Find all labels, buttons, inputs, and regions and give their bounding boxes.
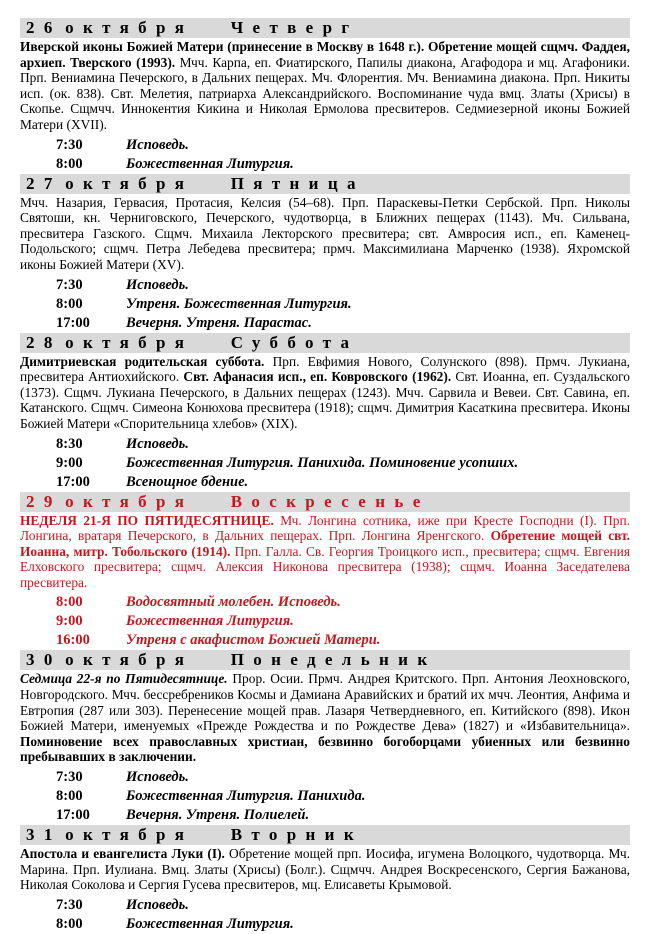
day-number: 31 bbox=[26, 825, 62, 845]
commemoration-text: Прп. Галла. Св. Георгия Троицкого исп., пресвитера; сщмч. Евгения Елховского пресвитера; сщмч. Алексия Никонова пресвитера (1938); сщмч. Иоанна Заседателева пресвитера. bbox=[20, 543, 630, 590]
day-header bbox=[20, 825, 630, 845]
day-weekday: Воскресенье bbox=[230, 491, 430, 511]
service-name: Вечерня. Утреня. Парастас. bbox=[126, 314, 312, 331]
service-row bbox=[20, 454, 630, 473]
commemoration-text: Свт. Иоанна, еп. Суздальского (1373). Сщмч. Лукиана Печерского, в Дальних пещерах (1243). Мчч. Сарвила и Вевеи. Свт. Савина, еп. Катанского. Сщмч. Симеона Конюхова пресвитера (1918); сщмч. Димитрия Касаткина пресвитера. Иконы Божией Матери «Спорительница хлебов» (XIX). bbox=[20, 369, 630, 431]
commemoration-text: Прор. Осии. Прмч. Андрея Критского. Прп. Антония Леохновского, Новгородского. Мчч. бессребреников Космы и Дамиана Аравийских и братий их мчч. Леонтия, Анфима и Евтропия (287 или 303). Перенесение мощей прав. Лазаря Четвердневного, еп. Китийского (898). Икон Божией Матери, именуемых «Прежде Рождества и по Рождестве Дева» (1827) и «Избавительница». bbox=[20, 671, 630, 734]
commemoration-highlight: Димитриевская родительская суббота. bbox=[20, 353, 265, 369]
service-time: 8:00 bbox=[56, 155, 83, 172]
day-number: 28 bbox=[26, 332, 62, 352]
day-month: октября bbox=[65, 332, 194, 352]
service-row bbox=[20, 631, 630, 650]
service-name: Исповедь. bbox=[126, 435, 189, 452]
day-header bbox=[20, 18, 630, 38]
service-time: 7:30 bbox=[56, 276, 83, 293]
service-time: 9:00 bbox=[56, 454, 83, 471]
day-block bbox=[20, 492, 630, 651]
commemoration-text: Прп. Евфимия Нового, Солунского (898). Прмч. Лукиана, пресвитера Антиохийского. bbox=[20, 353, 631, 385]
commemoration-highlight: Свт. Афанасия исп., еп. Ковровского (1962). bbox=[183, 369, 452, 385]
day-description bbox=[20, 671, 630, 768]
service-name: Утреня с акафистом Божией Матери. bbox=[126, 632, 381, 649]
service-row bbox=[20, 915, 630, 934]
commemoration-highlight: Обретение мощей свт. Иоанна, митр. Тобольского (1914). bbox=[20, 528, 630, 559]
service-time: 8:00 bbox=[56, 915, 83, 932]
day-month: октября bbox=[65, 491, 194, 511]
commemoration-highlight: Апостола и евангелиста Луки (I). bbox=[20, 846, 225, 862]
commemoration-text: Обретение мощей прп. Иосифа, игумена Волоцкого, чудотворца. Мч. Марина. Прп. Иулиана. Вмц. Златы (Хрисы) (Болг.). Сщмчч. Андрея Воскресенского, Сергия Бажанова, Николая Соколова и Сергия Гусева пресвитеров, мц. Елисаветы Крымовой. bbox=[20, 846, 630, 893]
service-name: Всенощное бдение. bbox=[126, 473, 249, 490]
day-header bbox=[20, 174, 630, 194]
service-time: 17:00 bbox=[56, 807, 90, 824]
service-row bbox=[20, 896, 630, 915]
day-number: 27 bbox=[26, 173, 62, 193]
day-header bbox=[20, 492, 630, 512]
day-header bbox=[20, 650, 630, 670]
day-description bbox=[20, 39, 630, 136]
commemoration-highlight: НЕДЕЛЯ 21-Я ПО ПЯТИДЕСЯТНИЦЕ. bbox=[20, 512, 274, 528]
service-name: Исповедь. bbox=[126, 769, 189, 786]
day-weekday: Четверг bbox=[230, 18, 359, 37]
day-description bbox=[20, 354, 630, 435]
service-row bbox=[20, 768, 630, 787]
day-block bbox=[20, 650, 630, 825]
day-number: 26 bbox=[26, 18, 62, 37]
day-number: 30 bbox=[26, 650, 62, 670]
commemoration-highlight: Поминовение всех православных христиан, безвинно богоборцами убиенных или безвинно пребывавших в заключении. bbox=[20, 733, 630, 765]
day-block bbox=[20, 174, 630, 333]
service-time: 7:30 bbox=[56, 769, 83, 786]
commemoration-text: Мч. Лонгина сотника, иже при Кресте Господни (I). Прп. Лонгина, вратаря Печерского, в Дальних пещерах. Прп. Лонгина Яренгского. bbox=[20, 512, 631, 544]
commemoration-text: Мчч. Карпа, еп. Фиатирского, Папилы диакона, Агафодора и мц. Агафоники. Прп. Вениамина Печерского, в Дальних пещерах. Мч. Флорентия. Мч. Вениамина диакона. Прп. Никиты исп. (ок. 838). Свт. Мелетия, патриарха Александрийского. Воспоминание чуда вмц. Златы (Хрисы) в Скопье. Сщмчч. Иннокентия Кикина и Николая Ермолова пресвитеров. Седмиезерной иконы Божией Матери (XVII). bbox=[20, 54, 630, 132]
service-name: Божественная Литургия. bbox=[126, 155, 294, 172]
service-time: 7:30 bbox=[56, 136, 83, 153]
service-time: 8:00 bbox=[56, 788, 83, 805]
day-month: октября bbox=[65, 173, 194, 193]
day-weekday: Пятница bbox=[230, 173, 365, 193]
service-name: Исповедь. bbox=[126, 896, 189, 913]
service-row bbox=[20, 593, 630, 612]
service-row bbox=[20, 136, 630, 155]
day-description bbox=[20, 513, 630, 594]
day-description bbox=[20, 846, 630, 896]
service-time: 8:30 bbox=[56, 435, 83, 452]
service-time: 17:00 bbox=[56, 473, 90, 490]
service-row bbox=[20, 155, 630, 174]
service-time: 9:00 bbox=[56, 613, 83, 630]
day-weekday: Понедельник bbox=[230, 650, 437, 670]
day-block bbox=[20, 18, 630, 174]
service-name: Исповедь. bbox=[126, 276, 189, 293]
commemoration-highlight: Иверской иконы Божией Матери (принесение в Москву в 1648 г.). Обретение мощей сщмч. Фаддея, архиеп. Тверского (1993). bbox=[20, 39, 630, 70]
service-name: Божественная Литургия. Панихида. bbox=[126, 788, 366, 805]
day-block bbox=[20, 333, 630, 492]
service-row bbox=[20, 612, 630, 631]
day-block bbox=[20, 825, 630, 934]
service-name: Божественная Литургия. bbox=[126, 915, 294, 932]
day-month: октября bbox=[65, 650, 194, 670]
service-row bbox=[20, 787, 630, 806]
day-weekday: Суббота bbox=[230, 332, 359, 352]
commemoration-text: Мчч. Назария, Гервасия, Протасия, Келсия (54–68). Прп. Параскевы-Петки Сербской. Прп. Николы Святоши, кн. Черниговского, Печерского, чудотворца, в Ближних пещерах (1143). Мч. Сильвана, пресвитера Газского. Сщмч. Михаила Лекторского пресвитера; свт. Амвросия исп., еп. Каменец-Подольского; сщмч. Петра Лебедева пресвитера; прмч. Максимилиана Марченко (1938). Яхромской иконы Божией Матери (XV). bbox=[20, 194, 630, 272]
day-month: октября bbox=[65, 18, 194, 37]
service-name: Исповедь. bbox=[126, 136, 189, 153]
service-time: 16:00 bbox=[56, 632, 90, 649]
schedule-page bbox=[20, 0, 630, 934]
service-row bbox=[20, 806, 630, 825]
day-description bbox=[20, 195, 630, 276]
service-time: 7:30 bbox=[56, 896, 83, 913]
service-time: 17:00 bbox=[56, 314, 90, 331]
day-header bbox=[20, 333, 630, 353]
service-name: Водосвятный молебен. Исповедь. bbox=[126, 594, 341, 611]
service-name: Вечерня. Утреня. Полиелей. bbox=[126, 807, 310, 824]
service-name: Божественная Литургия. Панихида. Поминовение усопших. bbox=[126, 454, 519, 471]
service-name: Божественная Литургия. bbox=[126, 613, 294, 630]
service-time: 8:00 bbox=[56, 295, 83, 312]
day-month: октября bbox=[65, 825, 194, 845]
commemoration-highlight: Седмица 22-я по Пятидесятнице. bbox=[20, 671, 228, 687]
service-row bbox=[20, 435, 630, 454]
service-name: Утреня. Божественная Литургия. bbox=[126, 295, 352, 312]
day-weekday: Вторник bbox=[230, 825, 363, 845]
service-row bbox=[20, 295, 630, 314]
service-time: 8:00 bbox=[56, 594, 83, 611]
service-row bbox=[20, 276, 630, 295]
service-row bbox=[20, 314, 630, 333]
service-row bbox=[20, 473, 630, 492]
day-number: 29 bbox=[26, 491, 62, 511]
